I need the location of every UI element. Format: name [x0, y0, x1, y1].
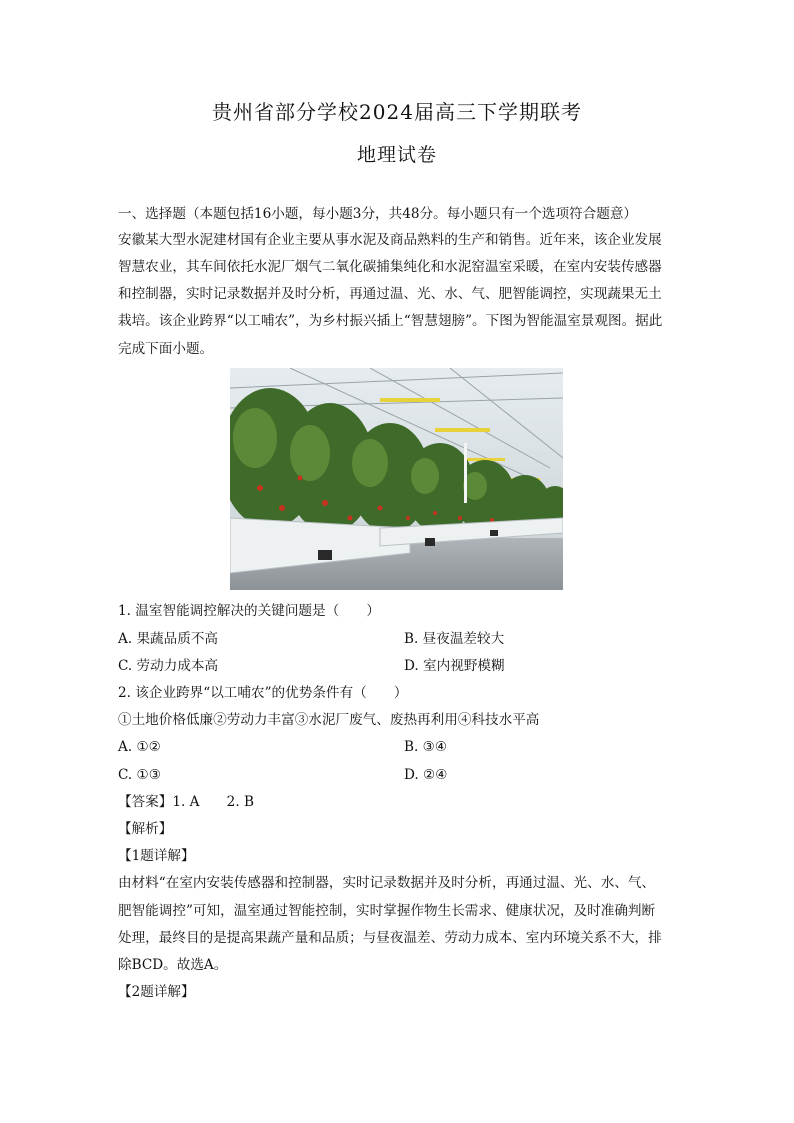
- q1-detail-label: 【1题详解】: [118, 848, 195, 864]
- material-line: 栽培。该企业跨界“以工哺农”，为乡村振兴插上“智慧翅膀”。下图为智能温室景观图。据此: [118, 313, 663, 329]
- question-2-option-a: A. ①②: [118, 739, 161, 755]
- question-1-option-d: D. 室内视野模糊: [404, 658, 505, 674]
- greenhouse-photo: [230, 368, 563, 590]
- exam-title: 贵州省部分学校2024届高三下学期联考: [212, 100, 582, 124]
- section-heading: 一、选择题（本题包括16小题，每小题3分，共48分。每小题只有一个选项符合题意）: [118, 206, 638, 222]
- q1-detail-line: 除BCD。故选A。: [118, 957, 228, 973]
- q1-detail-line: 由材料“在室内安装传感器和控制器，实时记录数据并及时分析，再通过温、光、水、气、: [118, 875, 656, 891]
- question-1-option-a: A. 果蔬品质不高: [118, 631, 219, 647]
- q2-detail-label: 【2题详解】: [118, 984, 195, 1000]
- analysis-label: 【解析】: [118, 821, 173, 837]
- question-1-option-c: C. 劳动力成本高: [118, 658, 219, 674]
- q1-detail-line: 处理，最终目的是提高果蔬产量和品质；与昼夜温差、劳动力成本、室内环境关系不大，排: [118, 930, 662, 946]
- q1-detail-line: 肥智能调控”可知，温室通过智能控制，实时掌握作物生长需求、健康状况，及时准确判断: [118, 903, 656, 919]
- exam-subtitle: 地理试卷: [356, 144, 437, 166]
- question-2-option-b: B. ③④: [404, 739, 448, 755]
- material-line: 完成下面小题。: [118, 341, 214, 357]
- material-line: 安徽某大型水泥建材国有企业主要从事水泥及商品熟料的生产和销售。近年来，该企业发展: [118, 232, 662, 248]
- question-2-stem: 2. 该企业跨界“以工哺农”的优势条件有（ ）: [118, 685, 408, 701]
- question-1-stem: 1. 温室智能调控解决的关键问题是（ ）: [118, 603, 380, 619]
- material-line: 和控制器，实时记录数据并及时分析，再通过温、光、水、气、肥智能调控，实现蔬果无土: [118, 286, 662, 302]
- question-2-option-c: C. ①③: [118, 767, 161, 783]
- question-2-option-d: D. ②④: [404, 767, 448, 783]
- question-1-option-b: B. 昼夜温差较大: [404, 631, 505, 647]
- material-line: 智慧农业，其车间依托水泥厂烟气二氧化碳捕集纯化和水泥窑温室采暖，在室内安装传感器: [118, 259, 662, 275]
- answer-line: 【答案】1. A 2. B: [118, 794, 254, 810]
- question-2-choices: ①土地价格低廉②劳动力丰富③水泥厂废气、废热再利用④科技水平高: [118, 712, 540, 728]
